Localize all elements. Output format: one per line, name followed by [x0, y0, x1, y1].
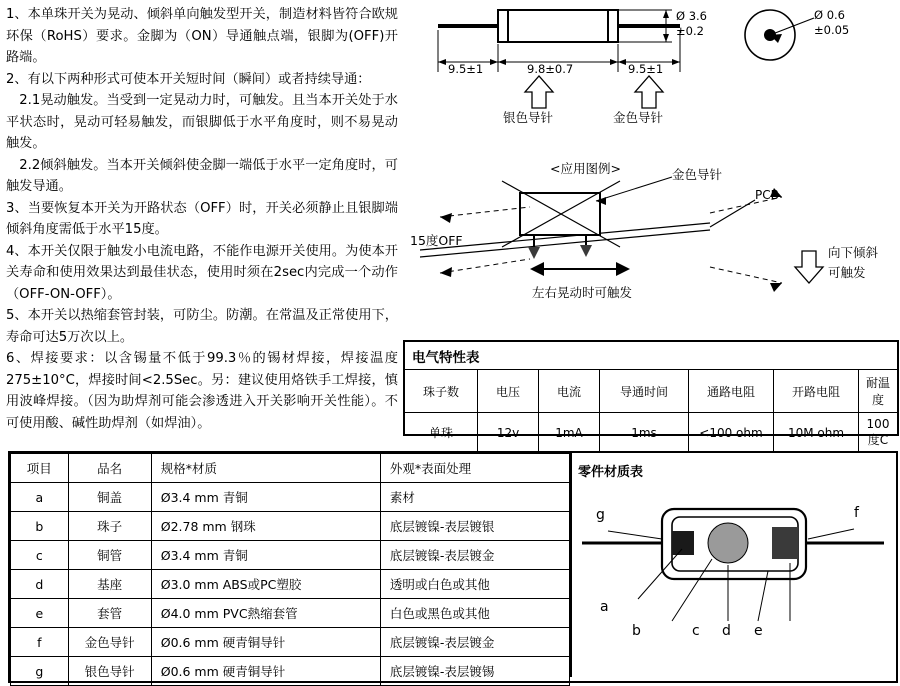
table-row	[11, 512, 570, 541]
table-cell: 1ms	[600, 413, 689, 453]
shake-trigger-label: 左右晃动时可触发	[532, 285, 633, 300]
svg-text:e: e	[754, 623, 763, 639]
table-cell: Ø3.4 mm 青铜	[151, 483, 380, 512]
svg-text:f: f	[854, 505, 859, 521]
table-row	[405, 413, 897, 453]
vertical-divider	[570, 453, 572, 677]
table-cell: 银色导针	[68, 657, 151, 686]
svg-text:c: c	[692, 623, 700, 639]
table-cell: 铜管	[68, 541, 151, 570]
parts-figure-svg	[576, 481, 892, 671]
table-row	[11, 657, 570, 686]
table-cell: 底层镀镍-表层镀银	[380, 512, 569, 541]
mechanical-drawing	[410, 0, 896, 150]
parts-table	[10, 453, 570, 686]
table-cell: 金色导针	[68, 628, 151, 657]
table-cell: c	[11, 541, 69, 570]
svg-text:g: g	[596, 507, 605, 523]
table-cell: 单珠	[405, 413, 478, 453]
table-row	[11, 628, 570, 657]
description-paragraph-5: 3、当要恢复本开关为开路状态（OFF）时，开关必须静止且银脚端倾斜角度需低于水平15度。	[6, 200, 398, 237]
table-cell: 1mA	[539, 413, 600, 453]
tilt-down-label-1: 向下倾斜	[828, 245, 879, 260]
description-paragraph-2: 2、有以下两种形式可使本开关短时间（瞬间）或者持续导通：	[6, 71, 371, 87]
table-cell: 底层镀镍-表层镀锡	[380, 657, 569, 686]
header-cell: 品名	[68, 454, 151, 483]
table-header-row	[11, 454, 570, 483]
table-cell: Ø0.6 mm 硬青铜导针	[151, 657, 380, 686]
table-header-row	[405, 370, 897, 413]
silver-pin-label: 银色导针	[503, 110, 554, 125]
application-example	[410, 155, 896, 315]
tilt-down-label-2: 可触发	[828, 265, 866, 280]
header-cell: 电压	[478, 370, 539, 413]
header-cell: 开路电阻	[774, 370, 859, 413]
header-cell: 导通时间	[600, 370, 689, 413]
header-cell: 规格*材质	[151, 454, 380, 483]
table-cell: f	[11, 628, 69, 657]
table-cell: g	[11, 657, 69, 686]
dim-right-label: 9.5±1	[628, 62, 664, 76]
table-cell: Ø4.0 mm PVC熱缩套管	[151, 599, 380, 628]
table-cell: a	[11, 483, 69, 512]
table-cell: 基座	[68, 570, 151, 599]
table-cell: 套管	[68, 599, 151, 628]
table-cell: <100 ohm	[689, 413, 774, 453]
electrical-table	[405, 369, 897, 453]
svg-text:b: b	[632, 623, 641, 639]
table-cell: Ø3.4 mm 青铜	[151, 541, 380, 570]
table-cell: d	[11, 570, 69, 599]
table-cell: 100度C	[859, 413, 898, 453]
table-row	[11, 570, 570, 599]
dim-left-label: 9.5±1	[448, 62, 484, 76]
parts-figure	[576, 481, 892, 671]
table-cell: b	[11, 512, 69, 541]
description-paragraph-1: 1、本单珠开关为晃动、倾斜单向触发型开关，制造材料皆符合欧规环保（RoHS）要求。金脚为（ON）导通触点端，银脚为(OFF)开路端。	[6, 7, 398, 65]
table-cell: 素材	[380, 483, 569, 512]
description-paragraph-4: 2.2倾斜触发。当本开关倾斜使金脚一端低于水平一定角度时，可触发导通。	[6, 157, 398, 194]
parts-material-section	[8, 451, 898, 683]
lead-tolerance-label: ±0.05	[814, 23, 850, 37]
description-paragraph-8: 6、焊接要求：以含锡量不低于99.3％的锡材焊接，焊接温度275±10°C，焊接时间<2.5Sec。另：建议使用烙铁手工焊接，慎用波峰焊接。（因为助焊剂可能会渗透进入开关影响开关性能）。不可使用酸、碱性助焊剂（如焊油）。	[6, 351, 398, 431]
gold-pin-label: 金色导针	[613, 110, 664, 125]
header-cell: 珠子数	[405, 370, 478, 413]
electrical-table-title: 电气特性表	[412, 350, 480, 366]
electrical-characteristics-table	[403, 340, 899, 447]
svg-text:a: a	[600, 599, 609, 615]
header-cell: 通路电阻	[689, 370, 774, 413]
table-row	[11, 483, 570, 512]
header-cell: 项目	[11, 454, 69, 483]
description-paragraph-3: 2.1晃动触发。当受到一定晃动力时，可触发。且当本开关处于水平状态时，晃动可轻易触发，而银脚低于水平角度时，则不易晃动触发。	[6, 93, 398, 151]
table-cell: 白色或黑色或其他	[380, 599, 569, 628]
pcb-callout: PCB	[755, 188, 779, 202]
application-example-svg	[410, 155, 896, 315]
svg-text:d: d	[722, 623, 731, 639]
description-paragraph-7: 5、本开关以热缩套管封装，可防尘。防潮。在常温及正常使用下，寿命可达5万次以上。	[6, 308, 398, 345]
table-cell: Ø3.0 mm ABS或PC塑胶	[151, 570, 380, 599]
dim-mid-label: 9.8±0.7	[527, 62, 574, 76]
header-cell: 电流	[539, 370, 600, 413]
table-row	[11, 541, 570, 570]
table-cell: 珠子	[68, 512, 151, 541]
table-cell: 10M ohm	[774, 413, 859, 453]
header-cell: 外观*表面处理	[380, 454, 569, 483]
table-cell: 底层镀镍-表层镀金	[380, 541, 569, 570]
table-cell: Ø2.78 mm 钢珠	[151, 512, 380, 541]
header-cell: 耐温度	[859, 370, 898, 413]
table-cell: Ø0.6 mm 硬青铜导针	[151, 628, 380, 657]
lead-diameter-label: Ø 0.6	[814, 8, 845, 22]
table-cell: 铜盖	[68, 483, 151, 512]
off-angle-label: 15度OFF	[410, 233, 463, 248]
table-cell: 透明或白色或其他	[380, 570, 569, 599]
table-cell: e	[11, 599, 69, 628]
gold-pin-callout: 金色导针	[672, 167, 723, 182]
description-paragraph-6: 4、本开关仅限于触发小电流电路，不能作电源开关使用。为使本开关寿命和使用效果达到最佳状态，使用时须在2sec内完成一个动作（OFF-ON-OFF）。	[6, 243, 398, 302]
table-cell: 12v	[478, 413, 539, 453]
application-title: <应用图例>	[550, 161, 621, 176]
body-diameter-label: Ø 3.6	[676, 9, 707, 23]
body-tolerance-label: ±0.2	[676, 24, 704, 38]
parts-figure-title: 零件材质表	[578, 465, 644, 480]
table-row	[11, 599, 570, 628]
table-cell: 底层镀镍-表层镀金	[380, 628, 569, 657]
description-block	[6, 4, 398, 434]
